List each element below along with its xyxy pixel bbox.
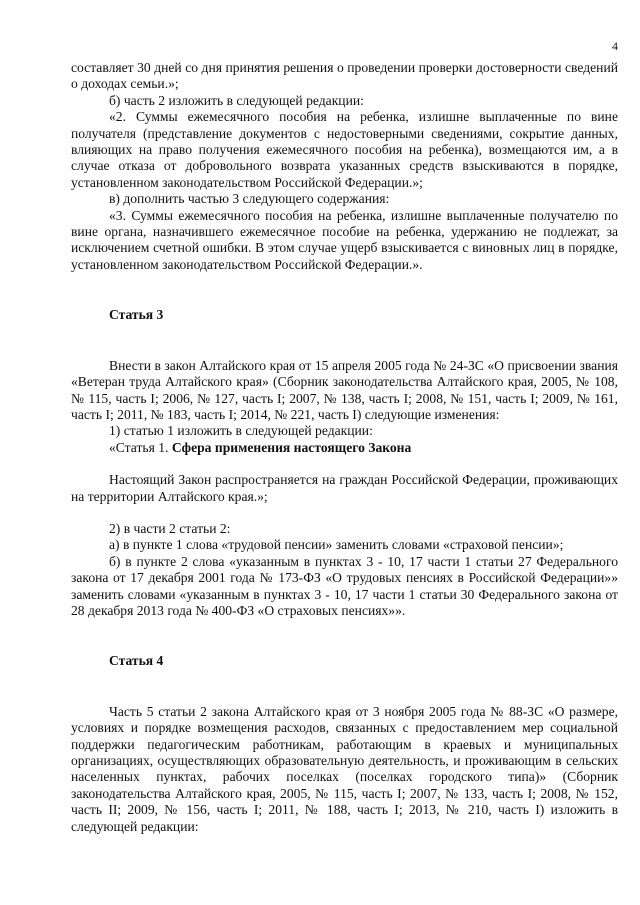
paragraph: 1) статью 1 изложить в следующей редакции: xyxy=(109,423,373,439)
spacer xyxy=(71,505,618,521)
spacer xyxy=(71,456,618,472)
paragraph: б) в пункте 2 слова «указанным в пунктах 3 - 10, 17 части 1 статьи 27 Федерального закона от 17 декабря 2001 года № 173-ФЗ «О трудовых пенсиях в Российской Федерации»» заменить словами «указанным в пунктах 3 - 10, 17 части 1 статьи 30 Федерального закона от 28 декабря 2013 года № 400-ФЗ «О страховых пенсиях»». xyxy=(71,553,618,618)
spacer xyxy=(71,619,618,653)
spacer xyxy=(71,324,618,358)
article-heading-3: Статья 3 xyxy=(109,307,164,323)
paragraph: Часть 5 статьи 2 закона Алтайского края от 3 ноября 2005 года № 88-ЗС «О размере, условиях и порядке возмещения расходов, связанных с предоставлением мер социальной поддержки педагогическим работникам, работающим в краевых и муниципальных организациях, осуществляющих образовательную деятельность, и проживающим в сельских населенных пунктах, рабочих поселках (поселках городского типа)» (Сборник законодательства Алтайского края, 2005, № 115, часть I; 2007, № 133, часть I; 2008, № 152, часть II; 2009, № 156, часть I; 2011, № 188, часть I; 2013, № 210, часть I) изложить в следующей редакции: xyxy=(71,703,618,834)
paragraph: «3. Суммы ежемесячного пособия на ребенка, излишне выплаченные получателю по вине органа, назначившего ежемесячное пособие на ребенка, удержанию не подлежат, за исключением счетной ошибки. В этом случае ущерб взыскивается с виновных лиц в порядке, установленном законодательством Российской Федерации.». xyxy=(71,207,618,272)
paragraph: а) в пункте 1 слова «трудовой пенсии» заменить словами «страховой пенсии»; xyxy=(109,537,564,553)
paragraph: Внести в закон Алтайского края от 15 апреля 2005 года № 24-ЗС «О присвоении звания «Ветеран труда Алтайского края» (Сборник законодательства Алтайского края, 2005, № 108, № 115, часть I; 2006, № 127, часть I; 2007, № 138, часть I; 2008, № 151, часть I; 2009, № 161, часть I; 2011, № 183, часть I; 2014, № 221, часть I) следующие изменения: xyxy=(71,357,618,422)
spacer xyxy=(71,273,618,307)
paragraph: составляет 30 дней со дня принятия решения о проведении проверки достоверности сведений о доходах семьи.»; xyxy=(71,60,618,92)
article-1-title: Сфера применения настоящего Закона xyxy=(171,439,412,455)
article-heading-4: Статья 4 xyxy=(109,653,164,669)
spacer xyxy=(71,670,618,704)
paragraph: в) дополнить частью 3 следующего содержания: xyxy=(109,191,390,207)
article-1-prefix: «Статья 1. xyxy=(109,439,172,455)
paragraph: «2. Суммы ежемесячного пособия на ребенка, излишне выплаченные по вине получателя (представление документов с недостоверными сведениями, сокрытие данных, влияющих на право получения ежемесячного пособия на ребенка), возмещаются им, а в случае отказа от добровольного возврата указанных средств взыскиваются в порядке, установленном законодательством Российской Федерации.»; xyxy=(71,109,618,190)
page-number: 4 xyxy=(612,39,618,53)
document-body xyxy=(71,60,618,835)
paragraph: Настоящий Закон распространяется на граждан Российской Федерации, проживающих на территории Алтайского края.»; xyxy=(71,472,618,504)
paragraph: б) часть 2 изложить в следующей редакции: xyxy=(109,92,364,108)
paragraph xyxy=(71,440,618,456)
paragraph: 2) в части 2 статьи 2: xyxy=(109,520,231,536)
